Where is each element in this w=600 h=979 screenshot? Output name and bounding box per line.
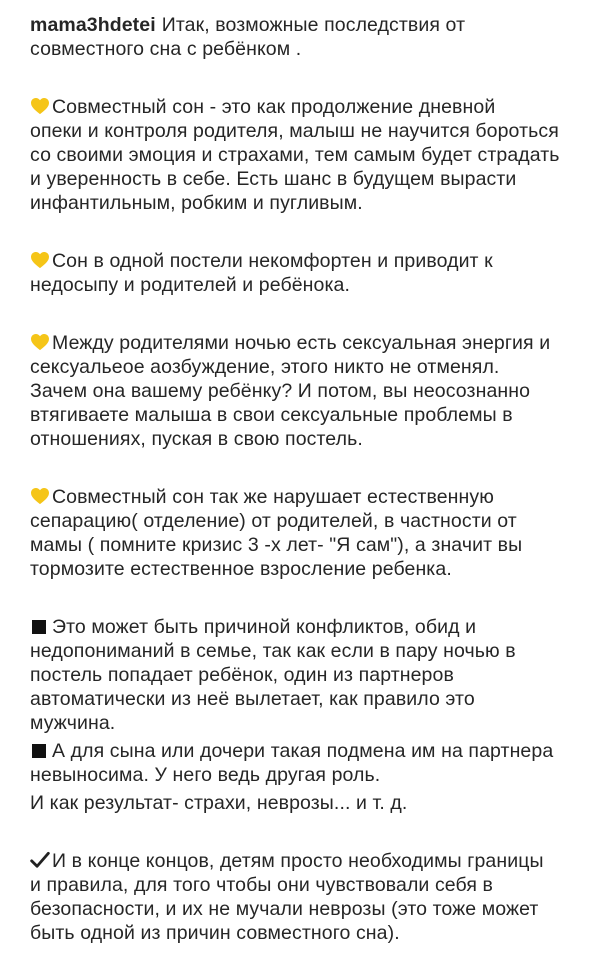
p5-line-1: Это может быть причиной конфликтов, обид и: [52, 616, 477, 638]
caption-intro: [30, 13, 578, 61]
p1-line-1: Совместный сон - это как продолжение дневной: [52, 96, 496, 118]
p1-line-4: и уверенность в себе. Есть шанс в будущем вырасти: [30, 168, 517, 190]
paragraph-1: [30, 95, 578, 215]
p3-line-5: отношениях, пуская в свою постель.: [30, 428, 363, 450]
p4-line-4: тормозите естественное взросление ребенка.: [30, 558, 452, 580]
p6-line-1: А для сына или дочери такая подмена им на партнера: [52, 740, 554, 762]
black-square-icon: [32, 620, 46, 634]
p3-line-2: сексуальеое аозбуждение, этого никто не отменял.: [30, 356, 500, 378]
p8-line-4: быть одной из причин совместного сна).: [30, 922, 400, 944]
p7-line-1: И как результат- страхи, неврозы... и т. д.: [30, 792, 408, 814]
paragraph-7: [30, 791, 578, 815]
p5-line-2: недопониманий в семье, так как если в пару ночью в: [30, 640, 516, 662]
paragraph-8: [30, 849, 578, 945]
p1-line-5: инфантильным, робким и пугливым.: [30, 192, 363, 214]
paragraph-4: [30, 485, 578, 581]
p5-line-3: постель попадает ребёнок, один из партнеров: [30, 664, 454, 686]
paragraph-3: [30, 331, 578, 451]
p2-line-1: Сон в одной постели некомфортен и приводит к: [52, 250, 493, 272]
yellow-heart-icon: [30, 487, 50, 505]
check-mark-icon: [30, 850, 50, 870]
black-square-icon: [32, 744, 46, 758]
yellow-heart-icon: [30, 97, 50, 115]
paragraph-6: [30, 739, 578, 787]
p6-line-2: невыносима. У него ведь другая роль.: [30, 764, 381, 786]
p1-line-3: со своими эмоция и страхами, тем самым будет страдать: [30, 144, 560, 166]
yellow-heart-icon: [30, 333, 50, 351]
p5-line-4: автоматически из неё вылетает, как правило это: [30, 688, 475, 710]
p4-line-2: сепарацию( отделение) от родителей, в частности от: [30, 510, 517, 532]
paragraph-2: [30, 249, 578, 297]
p1-line-2: опеки и контроля родителя, малыш не научится бороться: [30, 120, 559, 142]
p4-line-3: мамы ( помните кризис 3 -х лет- "Я сам"), а значит вы: [30, 534, 523, 556]
p3-line-3: Зачем она вашему ребёнку? И потом, вы неосознанно: [30, 380, 531, 402]
post-caption: [30, 0, 578, 979]
intro-line-2: совместного сна с ребёнком .: [30, 38, 302, 60]
paragraph-5: [30, 615, 578, 735]
p5-line-5: мужчина.: [30, 712, 116, 734]
p2-line-2: недосыпу и родителей и ребёнока.: [30, 274, 351, 296]
p8-line-1: И в конце концов, детям просто необходимы границы: [52, 850, 544, 872]
yellow-heart-icon: [30, 251, 50, 269]
p3-line-4: втягиваете малыша в свои сексуальные проблемы в: [30, 404, 513, 426]
username-link[interactable]: mama3hdetei: [30, 14, 156, 36]
p3-line-1: Между родителями ночью есть сексуальная энергия и: [52, 332, 551, 354]
p8-line-3: безопасности, и их не мучали неврозы (это тоже может: [30, 898, 539, 920]
p4-line-1: Совместный сон так же нарушает естественную: [52, 486, 494, 508]
p8-line-2: и правила, для того чтобы они чувствовали себя в: [30, 874, 493, 896]
intro-line-1: Итак, возможные последствия от: [161, 14, 466, 36]
